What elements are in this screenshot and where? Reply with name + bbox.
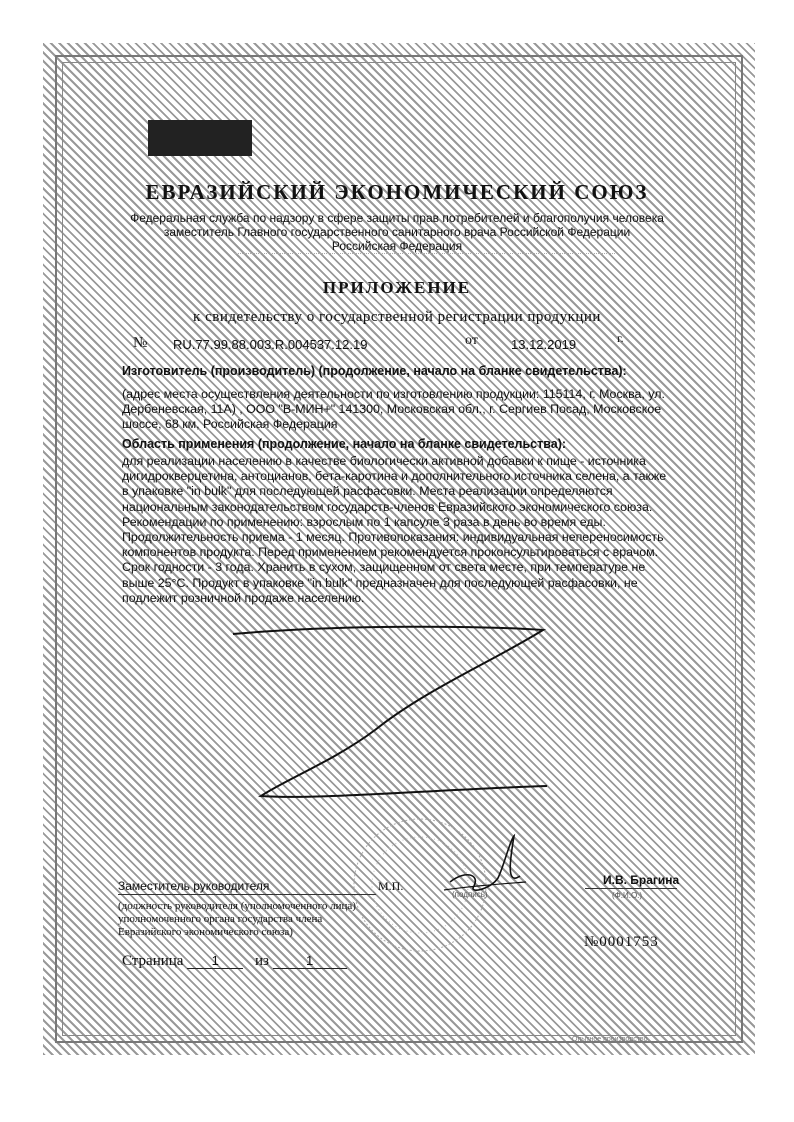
signer-name: И.В. Брагина bbox=[603, 873, 680, 887]
position-caption: (должность руководителя (уполномоченного лица) уполномоченного органа государства члена Евразийского экономического союза) bbox=[118, 900, 356, 938]
pagination bbox=[122, 953, 347, 970]
position-line bbox=[118, 894, 376, 895]
agency-line-1: Федеральная служба по надзору в сфере защиты прав потребителей и благополучия человека bbox=[130, 211, 664, 225]
date-suffix: г. bbox=[617, 331, 624, 345]
page-current: 1 bbox=[187, 953, 243, 969]
scope-section bbox=[122, 437, 670, 606]
signer-position: Заместитель руководителя bbox=[118, 879, 270, 893]
signature-caption: (подпись) bbox=[452, 890, 488, 899]
manufacturer-heading: Изготовитель (производитель) (продолжение, начало на бланке свидетельства): bbox=[122, 364, 627, 378]
name-line bbox=[585, 888, 677, 889]
certificate-number: RU.77.99.88.003.R.004537.12.19 bbox=[173, 337, 368, 352]
appendix-heading: ПРИЛОЖЕНИЕ bbox=[322, 278, 472, 297]
scope-text: для реализации населению в качестве биологически активной добавки к пище - источника дигидрокверцетина, антоцианов, бета-каротина и дополнительного источника селена, а также в упаковке "in bulk" для последующей расфасовки. Места реализации определяются национальным законодательством государств-членов Евразийского экономического союза. Рекомендации по применению: взрослым по 1 капсуле 3 раза в день во время еды. Продолжительность приема - 1 месяц. Противопоказания: индивидуальная непереносимость компонентов продукта. Перед применением рекомендуется проконсультироваться с врачом. Срок годности - 3 года. Хранить в сухом, защищенном от света месте, при температуре не выше 25°С. Продукт в упаковке "in bulk" предназначен для последующей расфасовки, не подлежит розничной продаже населению. bbox=[122, 454, 667, 605]
serial-number: №0001753 bbox=[584, 934, 659, 950]
manufacturer-section bbox=[122, 364, 670, 433]
date-prefix: от bbox=[465, 333, 478, 348]
agency-line-3: Российская Федерация bbox=[331, 239, 463, 253]
page-total: 1 bbox=[273, 953, 347, 969]
certificate-date: 13.12.2019 bbox=[511, 337, 577, 352]
number-prefix: № bbox=[133, 335, 148, 351]
page-label: Страница bbox=[122, 953, 184, 969]
footer-note: Опытное производство bbox=[572, 1036, 648, 1043]
union-title: ЕВРАЗИЙСКИЙ ЭКОНОМИЧЕСКИЙ СОЮЗ bbox=[145, 180, 649, 204]
emblem-redacted bbox=[148, 120, 252, 156]
divider bbox=[235, 253, 615, 256]
scope-heading: Область применения (продолжение, начало на бланке свидетельства): bbox=[122, 437, 567, 451]
manufacturer-text: (адрес места осуществления деятельности по изготовлению продукции: 115114, г. Москва, ул. Дербеневская, 11А) , ООО "В-МИН+" 141300, Московская обл., г. Сергиев Посад, Московское шоссе, 68 км, Российская Федерация bbox=[122, 387, 665, 432]
certificate-number-row bbox=[133, 331, 653, 352]
seal-place-label: М.П. bbox=[378, 879, 404, 893]
name-caption: (Ф.И.О.) bbox=[612, 891, 643, 900]
appendix-subheading: к свидетельству о государственной регистрации продукции bbox=[193, 309, 601, 325]
agency-block bbox=[100, 211, 694, 253]
agency-line-2: заместитель Главного государственного санитарного врача Российской Федерации bbox=[163, 225, 631, 239]
page-of-label: из bbox=[254, 953, 269, 969]
strike-line-mark bbox=[225, 620, 555, 810]
